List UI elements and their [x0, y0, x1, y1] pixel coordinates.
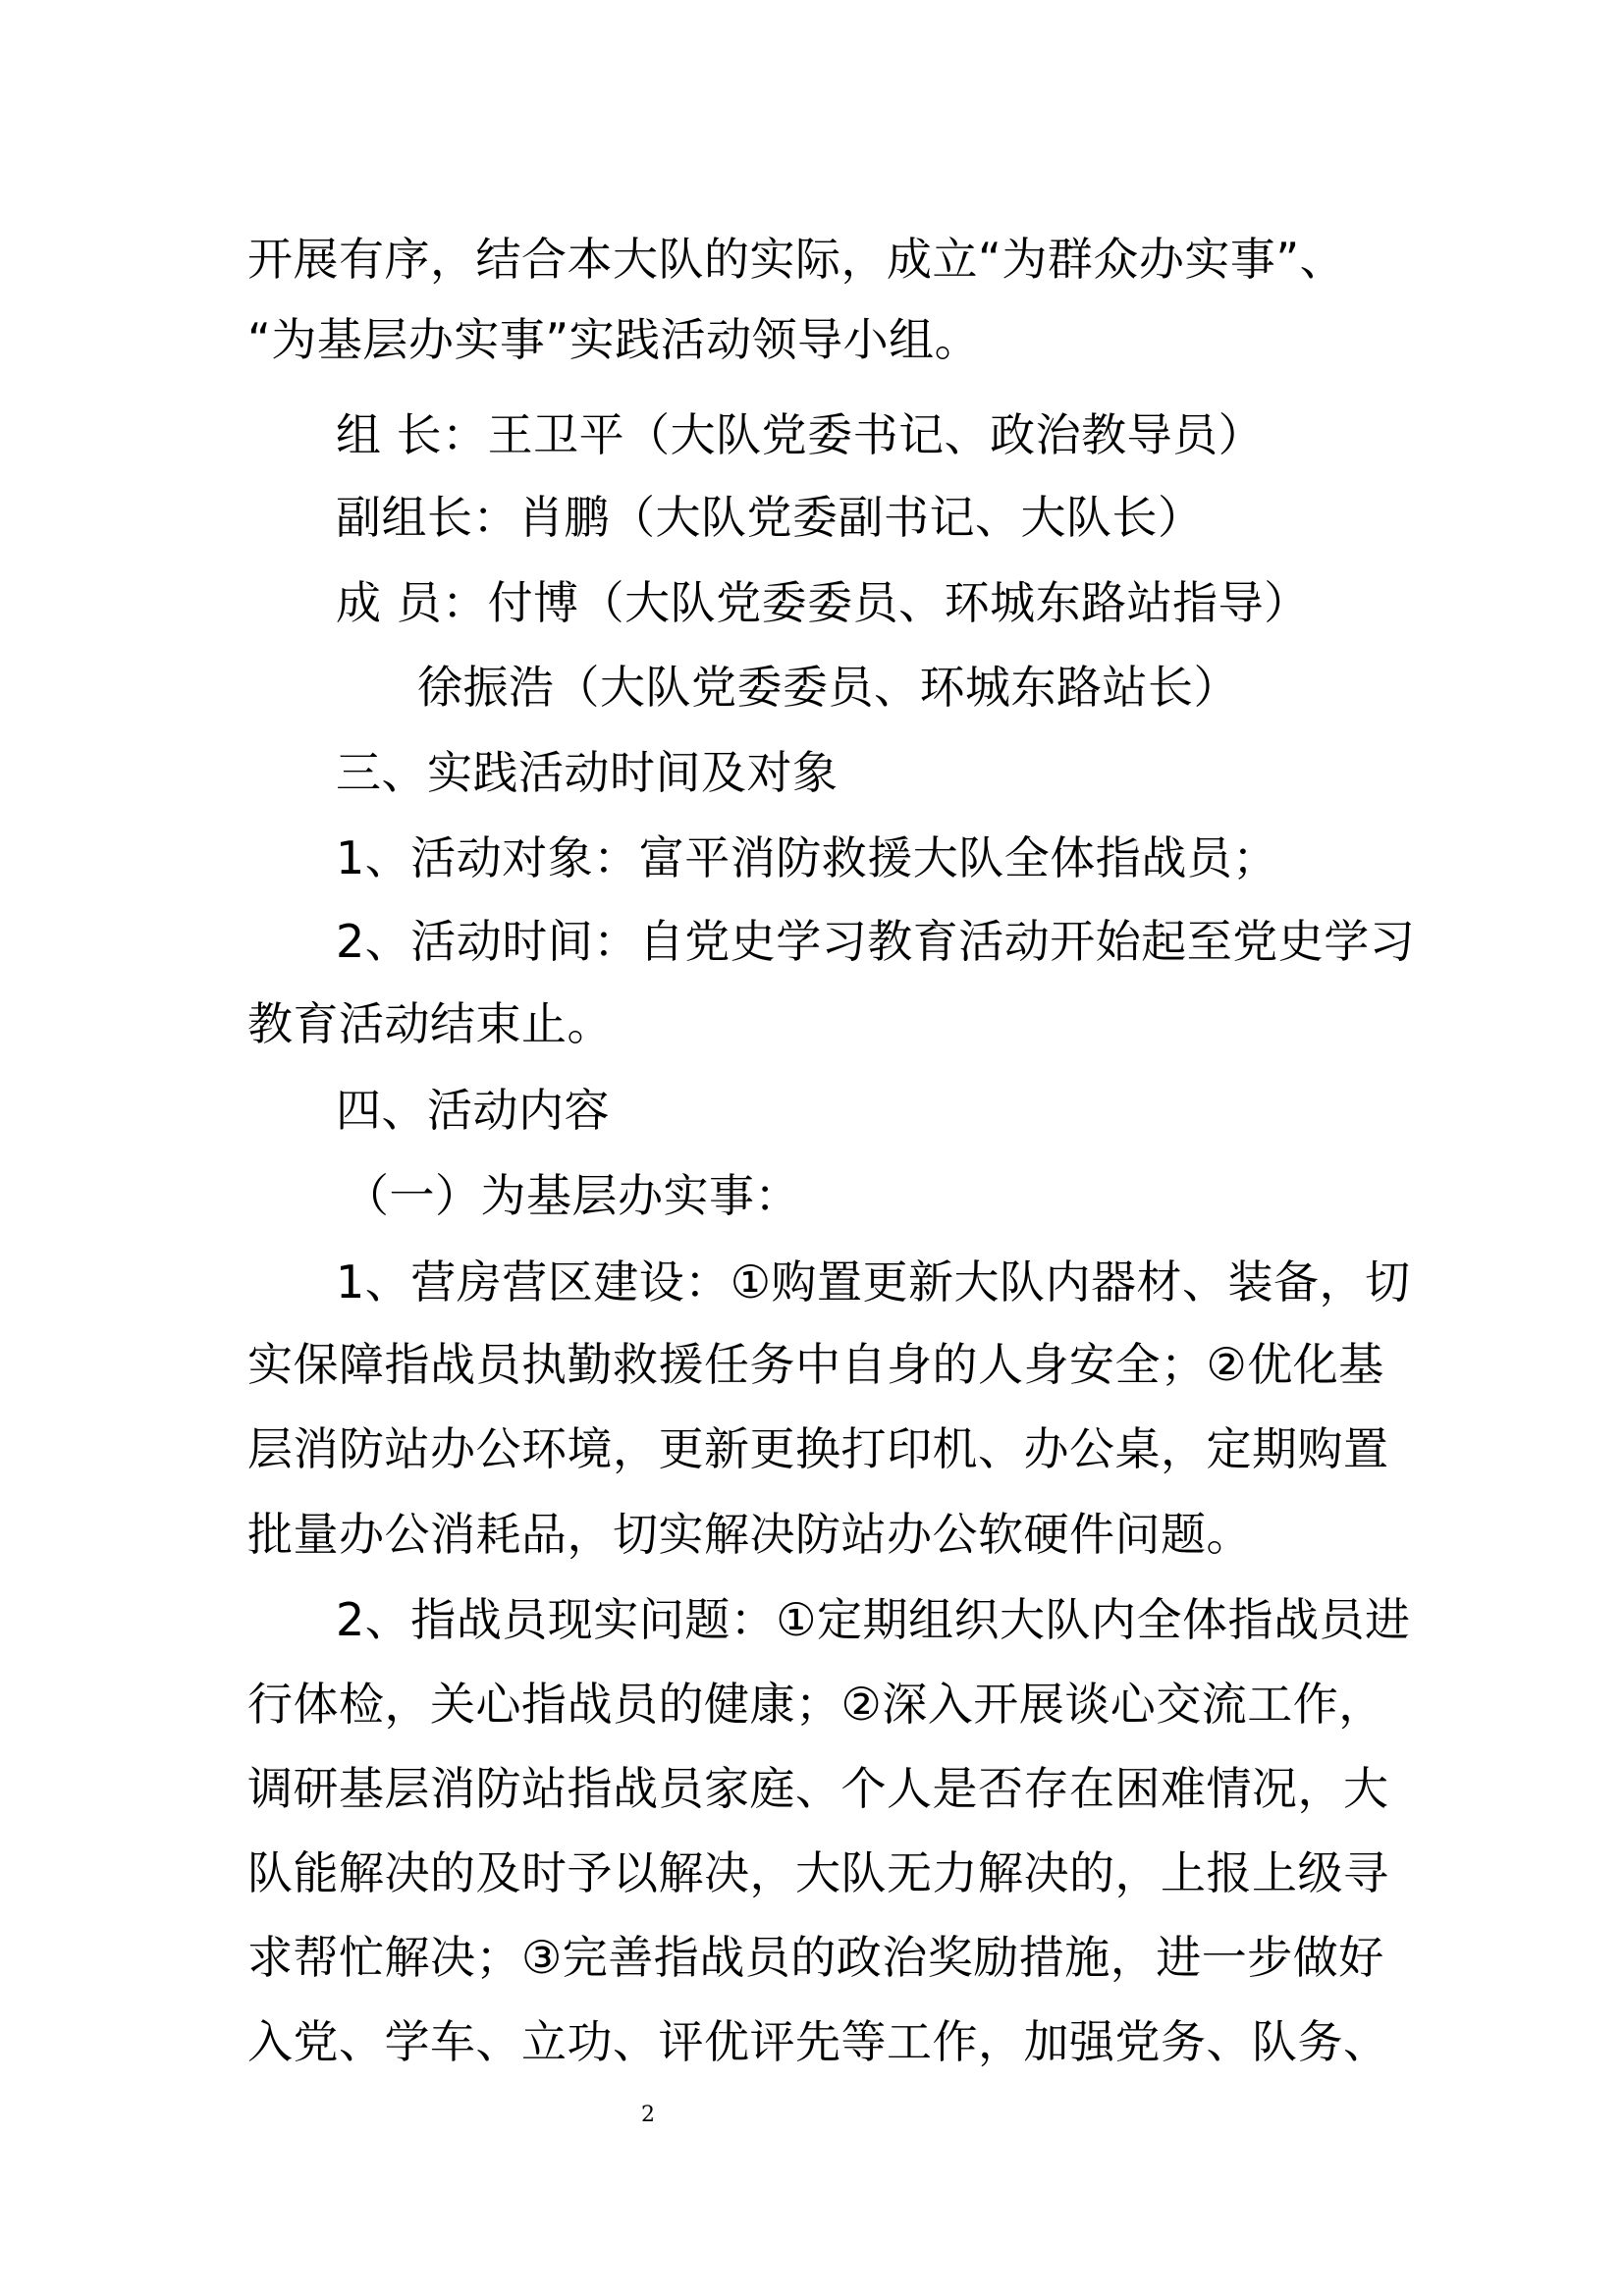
paragraph-line: 组 长：王卫平（大队党委书记、政治教导员）	[336, 408, 1265, 461]
subsection-heading: （一）为基层办实事：	[344, 1169, 800, 1222]
paragraph-line: 成 员：付博（大队党委委员、环城东路站指导）	[336, 576, 1310, 629]
paragraph-line: 行体检，关心指战员的健康；②深入开展谈心交流工作，	[247, 1678, 1384, 1731]
paragraph-line: 2、活动时间：自党史学习教育活动开始起至党史学习	[336, 915, 1416, 968]
paragraph-line: 层消防站办公环境，更新更换打印机、办公桌，定期购置	[247, 1422, 1389, 1475]
paragraph-line: 教育活动结束止。	[247, 997, 613, 1050]
paragraph-line: 徐振浩（大队党委委员、环城东路站长）	[417, 661, 1239, 714]
paragraph-line: 批量办公消耗品，切实解决防站办公软硬件问题。	[247, 1508, 1252, 1561]
paragraph-line: 副组长：肖鹏（大队党委副书记、大队长）	[336, 491, 1204, 544]
paragraph-line: 求帮忙解决；③完善指战员的政治奖励措施，进一步做好	[247, 1931, 1384, 1984]
paragraph-line: 入党、学车、立功、评优评先等工作，加强党务、队务、	[247, 2015, 1389, 2068]
section-heading: 三、实践活动时间及对象	[336, 746, 839, 799]
paragraph-line: 实保障指战员执勤救援任务中自身的人身安全；②优化基	[247, 1338, 1384, 1391]
paragraph-line: 1、活动对象：富平消防救援大队全体指战员；	[336, 831, 1278, 884]
paragraph-line: 1、营房营区建设：①购置更新大队内器材、装备，切	[336, 1255, 1411, 1308]
paragraph-line: 开展有序，结合本大队的实际，成立“为群众办实事”、	[247, 233, 1346, 286]
paragraph-line: 队能解决的及时予以解决，大队无力解决的，上报上级寻	[247, 1846, 1389, 1899]
paragraph-line: “为基层办实事”实践活动领导小组。	[247, 313, 981, 366]
paragraph-line: 2、指战员现实问题：①定期组织大队内全体指战员进	[336, 1593, 1411, 1646]
paragraph-line: 调研基层消防站指战员家庭、个人是否存在困难情况，大	[247, 1762, 1389, 1815]
page-number: 2	[641, 2103, 655, 2127]
section-heading: 四、活动内容	[336, 1084, 610, 1137]
